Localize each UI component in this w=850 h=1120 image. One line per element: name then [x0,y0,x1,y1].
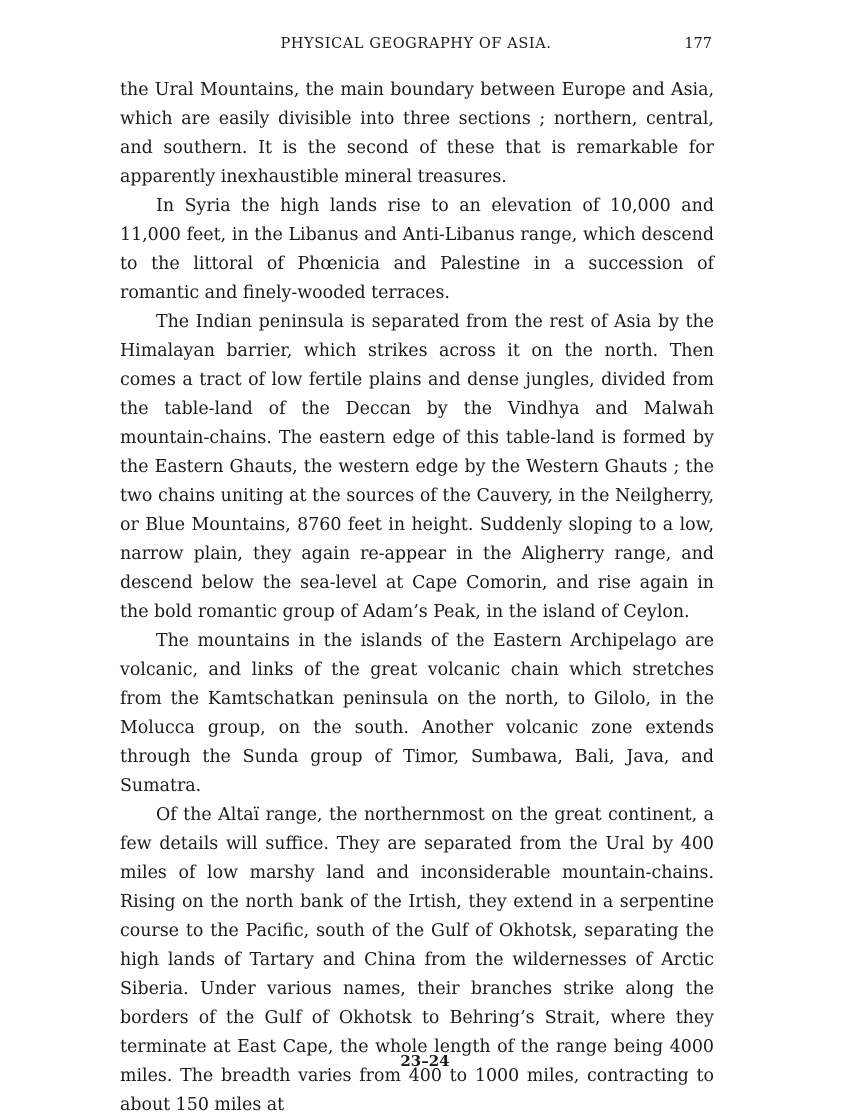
paragraph-altai-range: Of the Altaï range, the northernmost on the great continent, a few details will suffice. They are separated from the Ural by 400 miles of low marshy land and inconsiderable mountain-chains. Rising on the north bank of the Irtish, they extend in a serpentine course to the Pacific, south of the Gulf of Okhotsk, separating the high lands of Tartary and China from the wildernesses of Arctic Siberia. Under various names, their branches strike along the borders of the Gulf of Okhotsk to Behring’s Strait, where they terminate at East Cape, the whole length of the range being 4000 miles. The breadth varies from 400 to 1000 miles, contracting to about 150 miles at [120,805,714,1115]
running-head [120,36,712,58]
paragraph-eastern-archipelago: The mountains in the islands of the Eastern Archipelago are volcanic, and links of the great volcanic chain which stretches from the Kamtschatkan peninsula on the north, to Gilolo, in the Molucca group, on the south. Another volcanic zone extends through the Sunda group of Timor, Sumbawa, Bali, Java, and Sumatra. [120,631,714,796]
paragraph-ural-continuation: the Ural Mountains, the main boundary between Europe and Asia, which are easily divisible into three sections ; northern, central, and southern. It is the second of these that is remarkable for apparently inexhaustible mineral treasures. [120,80,714,187]
page-number: 177 [684,36,712,52]
paragraph-syria: In Syria the high lands rise to an elevation of 10,000 and 11,000 feet, in the Libanus and Anti-Libanus range, which descend to the littoral of Phœnicia and Palestine in a succession of romantic and finely-wooded terraces. [120,196,714,303]
paragraph-indian-peninsula: The Indian peninsula is separated from the rest of Asia by the Himalayan barrier, which strikes across it on the north. Then comes a tract of low fertile plains and dense jungles, divided from the table-land of the Deccan by the Vindhya and Malwah mountain-chains. The eastern edge of this table-land is formed by the Eastern Ghauts, the western edge by the Western Ghauts ; the two chains uniting at the sources of the Cauvery, in the Neilgherry, or Blue Mountains, 8760 feet in height. Suddenly sloping to a low, narrow plain, they again re-appear in the Aligherry range, and descend below the sea-level at Cape Comorin, and rise again in the bold romantic group of Adam’s Peak, in the island of Ceylon. [120,312,714,622]
signature-mark: 23–24 [400,1052,450,1070]
running-title: PHYSICAL GEOGRAPHY OF ASIA. [280,36,552,52]
body-text [120,76,714,1120]
